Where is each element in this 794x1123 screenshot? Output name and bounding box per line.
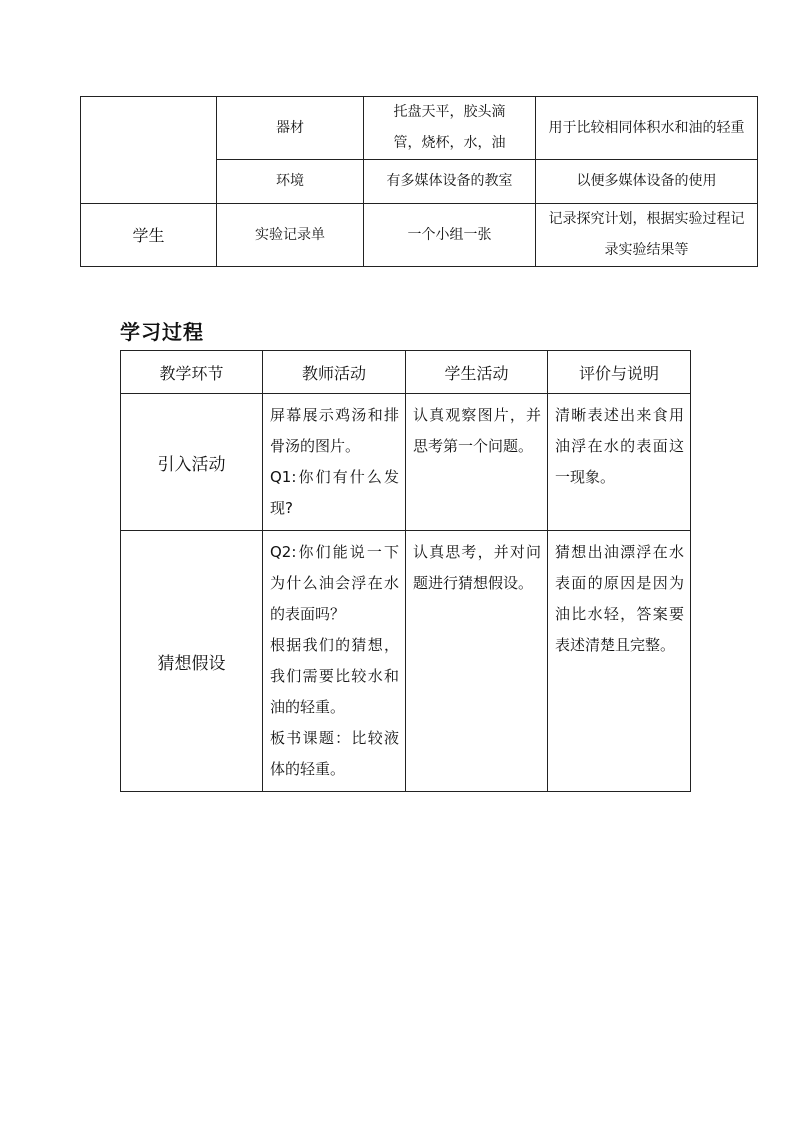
resource-item-cell: 实验记录单: [217, 204, 364, 267]
student-activity-cell: [406, 531, 548, 792]
resource-group-cell: 学生: [81, 204, 217, 267]
column-header-student: 学生活动: [406, 351, 548, 394]
evaluation-cell: [548, 394, 691, 531]
resource-content-cell: 托盘天平，胶头滴管，烧杯，水，油: [364, 97, 536, 160]
section-title: 学习过程: [120, 320, 204, 344]
evaluation-text: 猜想出油漂浮在水表面的原因是因为油比水轻，答案要表述清楚且完整。: [555, 543, 684, 654]
resource-group-cell: [81, 97, 217, 204]
table-row: [81, 97, 758, 160]
student-activity-text: 认真观察图片，并思考第一个问题。: [413, 406, 541, 455]
resource-note-cell: 记录探究计划，根据实验过程记录实验结果等: [536, 204, 758, 267]
stage-cell: 引入活动: [121, 394, 263, 531]
resource-item-cell: 环境: [217, 160, 364, 204]
table-row: [81, 204, 758, 267]
table-row: [121, 531, 691, 792]
teacher-activity-text: Q2:你们能说一下为什么油会浮在水的表面吗？: [270, 543, 399, 623]
student-activity-text: 认真思考，并对问题进行猜想假设。: [413, 543, 541, 592]
process-table: [120, 350, 691, 792]
resource-note-cell: 以便多媒体设备的使用: [536, 160, 758, 204]
resource-content-cell: 一个小组一张: [364, 204, 536, 267]
table-header-row: [121, 351, 691, 394]
teacher-activity-text: 板书课题：比较液体的轻重。: [270, 729, 399, 778]
teacher-activity-cell: [263, 531, 406, 792]
column-header-teacher: 教师活动: [263, 351, 406, 394]
teacher-activity-text: 根据我们的猜想，我们需要比较水和油的轻重。: [270, 636, 399, 716]
teacher-activity-text: Q1:你们有什么发现?: [270, 468, 399, 517]
student-activity-cell: [406, 394, 548, 531]
stage-cell: 猜想假设: [121, 531, 263, 792]
column-header-stage: 教学环节: [121, 351, 263, 394]
resource-table: [80, 96, 758, 267]
teacher-activity-text: 屏幕展示鸡汤和排骨汤的图片。: [270, 406, 399, 455]
evaluation-cell: [548, 531, 691, 792]
resource-note-cell: 用于比较相同体积水和油的轻重: [536, 97, 758, 160]
teacher-activity-cell: [263, 394, 406, 531]
resource-content-cell: 有多媒体设备的教室: [364, 160, 536, 204]
table-row: [121, 394, 691, 531]
evaluation-text: 清晰表述出来食用油浮在水的表面这一现象。: [555, 406, 684, 486]
resource-item-cell: 器材: [217, 97, 364, 160]
column-header-evaluation: 评价与说明: [548, 351, 691, 394]
